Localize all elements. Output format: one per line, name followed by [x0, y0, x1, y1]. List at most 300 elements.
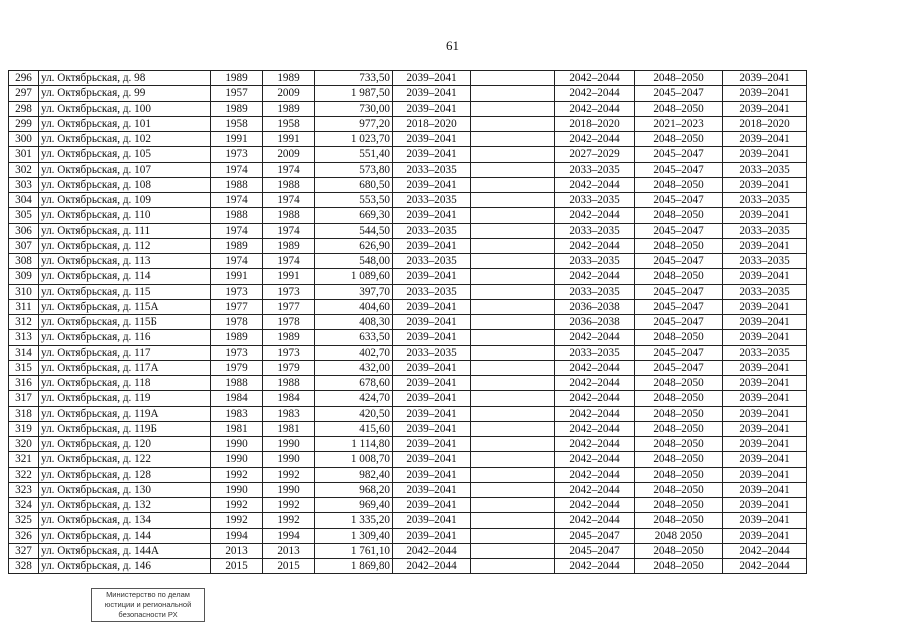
period-cell: 2048–2050 — [635, 376, 723, 391]
period-cell: 2045–2047 — [635, 360, 723, 375]
period-cell: 2042–2044 — [555, 208, 635, 223]
address-cell: ул. Октябрьская, д. 117 — [39, 345, 211, 360]
address-cell: ул. Октябрьская, д. 111 — [39, 223, 211, 238]
period-cell: 2039–2041 — [723, 71, 807, 86]
address-cell: ул. Октябрьская, д. 114 — [39, 269, 211, 284]
row-number-cell: 310 — [9, 284, 39, 299]
period-cell: 2048–2050 — [635, 208, 723, 223]
construction-year-cell: 1991 — [211, 132, 263, 147]
area-cell: 968,20 — [315, 482, 393, 497]
period-cell: 2042–2044 — [393, 559, 471, 574]
period-cell: 2042–2044 — [555, 559, 635, 574]
commissioning-year-cell: 1973 — [263, 284, 315, 299]
row-number-cell: 300 — [9, 132, 39, 147]
empty-cell — [471, 513, 555, 528]
row-number-cell: 313 — [9, 330, 39, 345]
area-cell: 1 114,80 — [315, 437, 393, 452]
commissioning-year-cell: 1990 — [263, 437, 315, 452]
period-cell: 2021–2023 — [635, 116, 723, 131]
period-cell: 2048–2050 — [635, 238, 723, 253]
commissioning-year-cell: 1974 — [263, 223, 315, 238]
period-cell: 2042–2044 — [555, 330, 635, 345]
period-cell: 2039–2041 — [393, 391, 471, 406]
empty-cell — [471, 559, 555, 574]
area-cell: 424,70 — [315, 391, 393, 406]
period-cell: 2039–2041 — [393, 498, 471, 513]
table-row — [9, 498, 807, 513]
period-cell: 2048–2050 — [635, 71, 723, 86]
table-row — [9, 528, 807, 543]
commissioning-year-cell: 1988 — [263, 376, 315, 391]
commissioning-year-cell: 2015 — [263, 559, 315, 574]
empty-cell — [471, 482, 555, 497]
period-cell: 2033–2035 — [723, 345, 807, 360]
address-cell: ул. Октябрьская, д. 102 — [39, 132, 211, 147]
period-cell: 2033–2035 — [393, 345, 471, 360]
construction-year-cell: 1991 — [211, 269, 263, 284]
period-cell: 2039–2041 — [393, 299, 471, 314]
period-cell: 2039–2041 — [393, 406, 471, 421]
address-cell: ул. Октябрьская, д. 98 — [39, 71, 211, 86]
commissioning-year-cell: 1973 — [263, 345, 315, 360]
period-cell: 2045–2047 — [635, 193, 723, 208]
period-cell: 2039–2041 — [393, 132, 471, 147]
construction-year-cell: 1974 — [211, 193, 263, 208]
period-cell: 2033–2035 — [723, 223, 807, 238]
commissioning-year-cell: 1988 — [263, 208, 315, 223]
row-number-cell: 296 — [9, 71, 39, 86]
period-cell: 2042–2044 — [555, 238, 635, 253]
empty-cell — [471, 284, 555, 299]
commissioning-year-cell: 1989 — [263, 101, 315, 116]
address-cell: ул. Октябрьская, д. 108 — [39, 177, 211, 192]
table-row — [9, 101, 807, 116]
construction-year-cell: 1988 — [211, 208, 263, 223]
period-cell: 2039–2041 — [723, 299, 807, 314]
table-row — [9, 376, 807, 391]
commissioning-year-cell: 1983 — [263, 406, 315, 421]
period-cell: 2033–2035 — [555, 193, 635, 208]
period-cell: 2039–2041 — [723, 208, 807, 223]
table-row — [9, 421, 807, 436]
row-number-cell: 318 — [9, 406, 39, 421]
construction-year-cell: 1973 — [211, 284, 263, 299]
period-cell: 2048–2050 — [635, 101, 723, 116]
construction-year-cell: 1989 — [211, 330, 263, 345]
period-cell: 2033–2035 — [723, 284, 807, 299]
period-cell: 2048–2050 — [635, 452, 723, 467]
commissioning-year-cell: 1977 — [263, 299, 315, 314]
period-cell: 2039–2041 — [393, 467, 471, 482]
period-cell: 2039–2041 — [723, 406, 807, 421]
empty-cell — [471, 116, 555, 131]
commissioning-year-cell: 1984 — [263, 391, 315, 406]
period-cell: 2042–2044 — [555, 437, 635, 452]
row-number-cell: 304 — [9, 193, 39, 208]
period-cell: 2048–2050 — [635, 437, 723, 452]
period-cell: 2039–2041 — [393, 71, 471, 86]
table-row — [9, 345, 807, 360]
period-cell: 2039–2041 — [723, 391, 807, 406]
table-row — [9, 437, 807, 452]
empty-cell — [471, 315, 555, 330]
housing-register-table — [8, 70, 807, 574]
area-cell: 402,70 — [315, 345, 393, 360]
period-cell: 2039–2041 — [393, 482, 471, 497]
table-body — [9, 71, 807, 574]
period-cell: 2033–2035 — [555, 345, 635, 360]
address-cell: ул. Октябрьская, д. 128 — [39, 467, 211, 482]
period-cell: 2039–2041 — [393, 101, 471, 116]
row-number-cell: 319 — [9, 421, 39, 436]
row-number-cell: 328 — [9, 559, 39, 574]
address-cell: ул. Октябрьская, д. 107 — [39, 162, 211, 177]
construction-year-cell: 1974 — [211, 223, 263, 238]
construction-year-cell: 1990 — [211, 437, 263, 452]
commissioning-year-cell: 1978 — [263, 315, 315, 330]
period-cell: 2045–2047 — [635, 284, 723, 299]
period-cell: 2039–2041 — [723, 498, 807, 513]
area-cell: 982,40 — [315, 467, 393, 482]
period-cell: 2048 2050 — [635, 528, 723, 543]
table-row — [9, 391, 807, 406]
address-cell: ул. Октябрьская, д. 112 — [39, 238, 211, 253]
row-number-cell: 322 — [9, 467, 39, 482]
construction-year-cell: 1973 — [211, 147, 263, 162]
period-cell: 2039–2041 — [723, 421, 807, 436]
area-cell: 548,00 — [315, 254, 393, 269]
row-number-cell: 327 — [9, 543, 39, 558]
row-number-cell: 301 — [9, 147, 39, 162]
period-cell: 2039–2041 — [723, 467, 807, 482]
period-cell: 2045–2047 — [635, 147, 723, 162]
row-number-cell: 297 — [9, 86, 39, 101]
table-row — [9, 147, 807, 162]
area-cell: 415,60 — [315, 421, 393, 436]
empty-cell — [471, 269, 555, 284]
address-cell: ул. Октябрьская, д. 130 — [39, 482, 211, 497]
address-cell: ул. Октябрьская, д. 99 — [39, 86, 211, 101]
empty-cell — [471, 208, 555, 223]
period-cell: 2033–2035 — [555, 162, 635, 177]
table-row — [9, 452, 807, 467]
period-cell: 2039–2041 — [723, 147, 807, 162]
address-cell: ул. Октябрьская, д. 101 — [39, 116, 211, 131]
table-row — [9, 116, 807, 131]
address-cell: ул. Октябрьская, д. 120 — [39, 437, 211, 452]
period-cell: 2045–2047 — [635, 162, 723, 177]
commissioning-year-cell: 1992 — [263, 467, 315, 482]
area-cell: 977,20 — [315, 116, 393, 131]
period-cell: 2042–2044 — [555, 482, 635, 497]
empty-cell — [471, 330, 555, 345]
table-row — [9, 559, 807, 574]
period-cell: 2045–2047 — [635, 315, 723, 330]
period-cell: 2042–2044 — [555, 71, 635, 86]
table-row — [9, 177, 807, 192]
row-number-cell: 306 — [9, 223, 39, 238]
empty-cell — [471, 345, 555, 360]
period-cell: 2048–2050 — [635, 543, 723, 558]
period-cell: 2036–2038 — [555, 315, 635, 330]
row-number-cell: 317 — [9, 391, 39, 406]
construction-year-cell: 1974 — [211, 254, 263, 269]
period-cell: 2048–2050 — [635, 269, 723, 284]
area-cell: 969,40 — [315, 498, 393, 513]
empty-cell — [471, 132, 555, 147]
period-cell: 2045–2047 — [555, 528, 635, 543]
area-cell: 1 335,20 — [315, 513, 393, 528]
period-cell: 2039–2041 — [393, 452, 471, 467]
construction-year-cell: 1981 — [211, 421, 263, 436]
period-cell: 2042–2044 — [555, 177, 635, 192]
table-row — [9, 254, 807, 269]
period-cell: 2042–2044 — [555, 406, 635, 421]
construction-year-cell: 1994 — [211, 528, 263, 543]
period-cell: 2039–2041 — [393, 177, 471, 192]
area-cell: 1 089,60 — [315, 269, 393, 284]
period-cell: 2039–2041 — [393, 238, 471, 253]
period-cell: 2033–2035 — [723, 254, 807, 269]
commissioning-year-cell: 2013 — [263, 543, 315, 558]
period-cell: 2048–2050 — [635, 391, 723, 406]
empty-cell — [471, 543, 555, 558]
commissioning-year-cell: 1989 — [263, 330, 315, 345]
commissioning-year-cell: 1991 — [263, 132, 315, 147]
period-cell: 2039–2041 — [723, 132, 807, 147]
construction-year-cell: 2013 — [211, 543, 263, 558]
address-cell: ул. Октябрьская, д. 132 — [39, 498, 211, 513]
table-row — [9, 330, 807, 345]
empty-cell — [471, 467, 555, 482]
construction-year-cell: 1989 — [211, 101, 263, 116]
commissioning-year-cell: 1992 — [263, 513, 315, 528]
table-row — [9, 223, 807, 238]
construction-year-cell: 1977 — [211, 299, 263, 314]
table-row — [9, 86, 807, 101]
address-cell: ул. Октябрьская, д. 115Б — [39, 315, 211, 330]
table-row — [9, 299, 807, 314]
commissioning-year-cell: 1992 — [263, 498, 315, 513]
period-cell: 2018–2020 — [555, 116, 635, 131]
period-cell: 2048–2050 — [635, 132, 723, 147]
period-cell: 2042–2044 — [555, 498, 635, 513]
period-cell: 2033–2035 — [393, 162, 471, 177]
period-cell: 2039–2041 — [393, 269, 471, 284]
area-cell: 1 869,80 — [315, 559, 393, 574]
table-row — [9, 360, 807, 375]
period-cell: 2045–2047 — [635, 86, 723, 101]
period-cell: 2048–2050 — [635, 406, 723, 421]
commissioning-year-cell: 1979 — [263, 360, 315, 375]
stamp-line-1: Министерство по делам — [106, 590, 190, 599]
commissioning-year-cell: 1991 — [263, 269, 315, 284]
row-number-cell: 299 — [9, 116, 39, 131]
row-number-cell: 321 — [9, 452, 39, 467]
row-number-cell: 325 — [9, 513, 39, 528]
period-cell: 2039–2041 — [723, 482, 807, 497]
period-cell: 2039–2041 — [723, 360, 807, 375]
period-cell: 2033–2035 — [555, 254, 635, 269]
row-number-cell: 324 — [9, 498, 39, 513]
row-number-cell: 298 — [9, 101, 39, 116]
period-cell: 2039–2041 — [723, 376, 807, 391]
empty-cell — [471, 86, 555, 101]
area-cell: 544,50 — [315, 223, 393, 238]
row-number-cell: 311 — [9, 299, 39, 314]
period-cell: 2042–2044 — [555, 391, 635, 406]
period-cell: 2018–2020 — [393, 116, 471, 131]
period-cell: 2042–2044 — [555, 360, 635, 375]
construction-year-cell: 1984 — [211, 391, 263, 406]
commissioning-year-cell: 2009 — [263, 147, 315, 162]
empty-cell — [471, 223, 555, 238]
table-row — [9, 132, 807, 147]
row-number-cell: 314 — [9, 345, 39, 360]
row-number-cell: 315 — [9, 360, 39, 375]
address-cell: ул. Октябрьская, д. 144 — [39, 528, 211, 543]
period-cell: 2033–2035 — [555, 284, 635, 299]
period-cell: 2048–2050 — [635, 421, 723, 436]
commissioning-year-cell: 1989 — [263, 71, 315, 86]
empty-cell — [471, 498, 555, 513]
period-cell: 2033–2035 — [393, 193, 471, 208]
construction-year-cell: 1989 — [211, 71, 263, 86]
period-cell: 2039–2041 — [393, 376, 471, 391]
period-cell: 2048–2050 — [635, 559, 723, 574]
area-cell: 680,50 — [315, 177, 393, 192]
commissioning-year-cell: 1994 — [263, 528, 315, 543]
commissioning-year-cell: 1958 — [263, 116, 315, 131]
table-row — [9, 208, 807, 223]
table-row — [9, 513, 807, 528]
row-number-cell: 320 — [9, 437, 39, 452]
address-cell: ул. Октябрьская, д. 122 — [39, 452, 211, 467]
period-cell: 2048–2050 — [635, 482, 723, 497]
period-cell: 2027–2029 — [555, 147, 635, 162]
empty-cell — [471, 421, 555, 436]
period-cell: 2039–2041 — [723, 528, 807, 543]
period-cell: 2042–2044 — [723, 559, 807, 574]
period-cell: 2042–2044 — [555, 376, 635, 391]
period-cell: 2042–2044 — [555, 101, 635, 116]
area-cell: 669,30 — [315, 208, 393, 223]
row-number-cell: 303 — [9, 177, 39, 192]
empty-cell — [471, 162, 555, 177]
area-cell: 678,60 — [315, 376, 393, 391]
area-cell: 1 987,50 — [315, 86, 393, 101]
commissioning-year-cell: 1988 — [263, 177, 315, 192]
period-cell: 2042–2044 — [555, 467, 635, 482]
empty-cell — [471, 254, 555, 269]
period-cell: 2042–2044 — [555, 269, 635, 284]
area-cell: 633,50 — [315, 330, 393, 345]
construction-year-cell: 1973 — [211, 345, 263, 360]
period-cell: 2039–2041 — [723, 330, 807, 345]
period-cell: 2039–2041 — [393, 208, 471, 223]
table-row — [9, 269, 807, 284]
construction-year-cell: 1957 — [211, 86, 263, 101]
construction-year-cell: 1988 — [211, 376, 263, 391]
address-cell: ул. Октябрьская, д. 115А — [39, 299, 211, 314]
empty-cell — [471, 101, 555, 116]
period-cell: 2048–2050 — [635, 467, 723, 482]
table-row — [9, 71, 807, 86]
commissioning-year-cell: 1974 — [263, 162, 315, 177]
period-cell: 2045–2047 — [555, 543, 635, 558]
address-cell: ул. Октябрьская, д. 115 — [39, 284, 211, 299]
period-cell: 2042–2044 — [555, 86, 635, 101]
address-cell: ул. Октябрьская, д. 134 — [39, 513, 211, 528]
period-cell: 2033–2035 — [393, 223, 471, 238]
period-cell: 2039–2041 — [393, 528, 471, 543]
row-number-cell: 312 — [9, 315, 39, 330]
period-cell: 2033–2035 — [555, 223, 635, 238]
period-cell: 2039–2041 — [723, 513, 807, 528]
period-cell: 2036–2038 — [555, 299, 635, 314]
commissioning-year-cell: 1974 — [263, 254, 315, 269]
commissioning-year-cell: 1974 — [263, 193, 315, 208]
period-cell: 2048–2050 — [635, 513, 723, 528]
table-row — [9, 543, 807, 558]
empty-cell — [471, 391, 555, 406]
empty-cell — [471, 299, 555, 314]
period-cell: 2039–2041 — [393, 147, 471, 162]
address-cell: ул. Октябрьская, д. 119 — [39, 391, 211, 406]
construction-year-cell: 1978 — [211, 315, 263, 330]
period-cell: 2039–2041 — [723, 437, 807, 452]
empty-cell — [471, 71, 555, 86]
period-cell: 2039–2041 — [723, 101, 807, 116]
period-cell: 2039–2041 — [393, 421, 471, 436]
registration-stamp — [91, 588, 205, 622]
construction-year-cell: 1983 — [211, 406, 263, 421]
row-number-cell: 309 — [9, 269, 39, 284]
period-cell: 2045–2047 — [635, 254, 723, 269]
construction-year-cell: 1974 — [211, 162, 263, 177]
table-row — [9, 284, 807, 299]
period-cell: 2042–2044 — [555, 132, 635, 147]
period-cell: 2033–2035 — [723, 193, 807, 208]
table-row — [9, 467, 807, 482]
area-cell: 626,90 — [315, 238, 393, 253]
table-row — [9, 315, 807, 330]
commissioning-year-cell: 1990 — [263, 452, 315, 467]
empty-cell — [471, 360, 555, 375]
row-number-cell: 302 — [9, 162, 39, 177]
table-row — [9, 193, 807, 208]
table-row — [9, 482, 807, 497]
area-cell: 730,00 — [315, 101, 393, 116]
row-number-cell: 326 — [9, 528, 39, 543]
empty-cell — [471, 238, 555, 253]
address-cell: ул. Октябрьская, д. 118 — [39, 376, 211, 391]
period-cell: 2048–2050 — [635, 498, 723, 513]
row-number-cell: 305 — [9, 208, 39, 223]
area-cell: 1 761,10 — [315, 543, 393, 558]
area-cell: 420,50 — [315, 406, 393, 421]
table-row — [9, 162, 807, 177]
address-cell: ул. Октябрьская, д. 116 — [39, 330, 211, 345]
period-cell: 2039–2041 — [393, 513, 471, 528]
empty-cell — [471, 376, 555, 391]
address-cell: ул. Октябрьская, д. 100 — [39, 101, 211, 116]
period-cell: 2039–2041 — [393, 315, 471, 330]
area-cell: 397,70 — [315, 284, 393, 299]
period-cell: 2042–2044 — [393, 543, 471, 558]
period-cell: 2042–2044 — [723, 543, 807, 558]
commissioning-year-cell: 2009 — [263, 86, 315, 101]
